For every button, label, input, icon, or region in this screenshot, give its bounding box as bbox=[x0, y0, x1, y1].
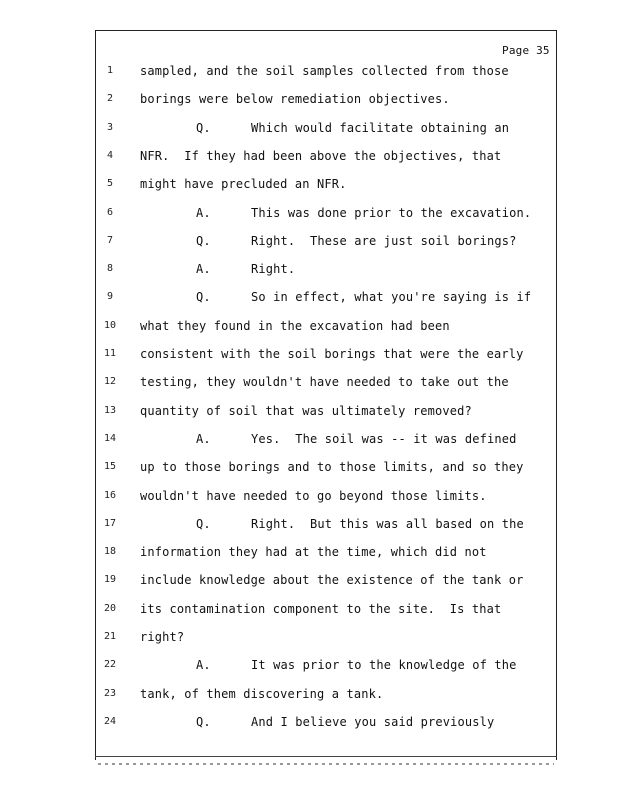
line-text bbox=[140, 149, 501, 163]
line-text bbox=[140, 92, 450, 106]
line-text bbox=[196, 262, 295, 276]
line-number: 23 bbox=[103, 687, 117, 699]
line-number: 6 bbox=[106, 206, 114, 218]
line-text bbox=[140, 177, 347, 191]
line-number: 18 bbox=[103, 546, 117, 558]
speaker-label: Q. bbox=[196, 714, 211, 729]
transcript-line bbox=[100, 573, 556, 591]
line-text bbox=[196, 715, 494, 729]
speaker-label: A. bbox=[196, 262, 211, 277]
line-text bbox=[140, 687, 383, 701]
line-content: its contamination component to the site. Is that bbox=[140, 601, 502, 616]
line-text bbox=[196, 432, 517, 446]
transcript-line bbox=[100, 347, 556, 365]
transcript-line bbox=[100, 290, 556, 308]
line-content: tank, of them discovering a tank. bbox=[140, 686, 384, 701]
line-number: 9 bbox=[106, 291, 114, 303]
line-text bbox=[140, 573, 523, 587]
transcript-line bbox=[100, 375, 556, 393]
line-content: And I believe you said previously bbox=[251, 714, 495, 729]
line-text bbox=[140, 630, 184, 644]
line-text bbox=[140, 404, 472, 418]
page-border-bottom bbox=[95, 756, 557, 757]
line-content: include knowledge about the existence of the tank or bbox=[140, 573, 524, 588]
transcript-line bbox=[100, 121, 556, 139]
transcript-line bbox=[100, 64, 556, 82]
line-content: So in effect, what you're saying is if bbox=[251, 290, 532, 305]
line-number: 20 bbox=[103, 602, 117, 614]
line-text bbox=[140, 319, 450, 333]
line-content: might have precluded an NFR. bbox=[140, 177, 347, 192]
line-content: testing, they wouldn't have needed to take out the bbox=[140, 375, 509, 390]
line-content: up to those borings and to those limits, and so they bbox=[140, 460, 524, 475]
line-text bbox=[196, 121, 509, 135]
transcript-line bbox=[100, 715, 556, 733]
line-number: 15 bbox=[103, 461, 117, 473]
transcript-line bbox=[100, 658, 556, 676]
line-number: 17 bbox=[103, 517, 117, 529]
line-text bbox=[196, 290, 531, 304]
line-number: 21 bbox=[103, 631, 117, 642]
line-text bbox=[140, 375, 509, 389]
page-border-top bbox=[95, 30, 557, 31]
line-number: 19 bbox=[103, 574, 117, 586]
transcript-line bbox=[100, 630, 556, 648]
line-number: 8 bbox=[106, 263, 114, 275]
line-text bbox=[140, 460, 523, 474]
transcript-line bbox=[100, 92, 556, 110]
line-text bbox=[196, 234, 517, 248]
line-text bbox=[196, 517, 524, 531]
line-content: sampled, and the soil samples collected from those bbox=[140, 64, 509, 78]
line-number: 2 bbox=[106, 93, 114, 105]
transcript-line bbox=[100, 545, 556, 563]
transcript-line bbox=[100, 687, 556, 705]
line-content: information they had at the time, which did not bbox=[140, 545, 487, 560]
page-border-right bbox=[556, 30, 557, 760]
transcript-line bbox=[100, 432, 556, 450]
line-content: wouldn't have needed to go beyond those limits. bbox=[140, 488, 487, 503]
line-number: 3 bbox=[106, 121, 114, 133]
speaker-label: Q. bbox=[196, 120, 211, 135]
line-content: right? bbox=[140, 630, 185, 644]
transcript-line bbox=[100, 602, 556, 620]
transcript-line bbox=[100, 517, 556, 535]
line-number: 24 bbox=[103, 715, 117, 727]
line-number: 1 bbox=[106, 65, 114, 76]
speaker-label: Q. bbox=[196, 290, 211, 305]
line-content: consistent with the soil borings that were the early bbox=[140, 347, 524, 361]
transcript-line bbox=[100, 319, 556, 337]
line-text bbox=[140, 489, 487, 503]
line-content: Right. But this was all based on the bbox=[251, 516, 524, 531]
transcript-line bbox=[100, 177, 556, 195]
line-number: 7 bbox=[106, 234, 114, 246]
transcript-line bbox=[100, 404, 556, 422]
transcript-line bbox=[100, 460, 556, 478]
line-number: 16 bbox=[103, 489, 117, 501]
line-text bbox=[140, 64, 509, 78]
transcript-line bbox=[100, 489, 556, 507]
line-number: 13 bbox=[103, 404, 117, 416]
line-content: Which would facilitate obtaining an bbox=[251, 120, 510, 135]
transcript-line bbox=[100, 262, 556, 280]
line-number: 22 bbox=[103, 659, 117, 671]
line-text bbox=[196, 658, 517, 672]
page-border-left bbox=[95, 30, 96, 760]
transcript-line bbox=[100, 234, 556, 252]
line-number: 4 bbox=[106, 149, 114, 161]
line-content: Yes. The soil was -- it was defined bbox=[251, 431, 517, 446]
line-number: 12 bbox=[103, 376, 117, 388]
line-text bbox=[196, 206, 531, 220]
line-number: 5 bbox=[106, 178, 114, 190]
transcript-line bbox=[100, 149, 556, 167]
line-content: It was prior to the knowledge of the bbox=[251, 658, 517, 673]
line-content: Right. These are just soil borings? bbox=[251, 233, 517, 248]
line-text bbox=[140, 602, 501, 616]
line-text bbox=[140, 545, 487, 559]
transcript-line bbox=[100, 206, 556, 224]
line-content: what they found in the excavation had been bbox=[140, 318, 450, 333]
page-number: Page 35 bbox=[502, 44, 550, 57]
speaker-label: A. bbox=[196, 205, 211, 220]
line-content: Right. bbox=[251, 262, 296, 277]
line-content: quantity of soil that was ultimately removed? bbox=[140, 403, 472, 418]
line-content: borings were below remediation objectives. bbox=[140, 92, 450, 107]
line-text bbox=[140, 347, 523, 361]
line-number: 11 bbox=[103, 348, 117, 359]
speaker-label: Q. bbox=[196, 233, 211, 248]
speaker-label: A. bbox=[196, 431, 211, 446]
speaker-label: A. bbox=[196, 658, 211, 673]
line-number: 14 bbox=[103, 432, 117, 444]
line-number: 10 bbox=[103, 319, 117, 331]
speaker-label: Q. bbox=[196, 516, 211, 531]
line-content: NFR. If they had been above the objectives, that bbox=[140, 148, 502, 163]
footer-scan-noise bbox=[98, 763, 554, 765]
line-content: This was done prior to the excavation. bbox=[251, 205, 532, 220]
